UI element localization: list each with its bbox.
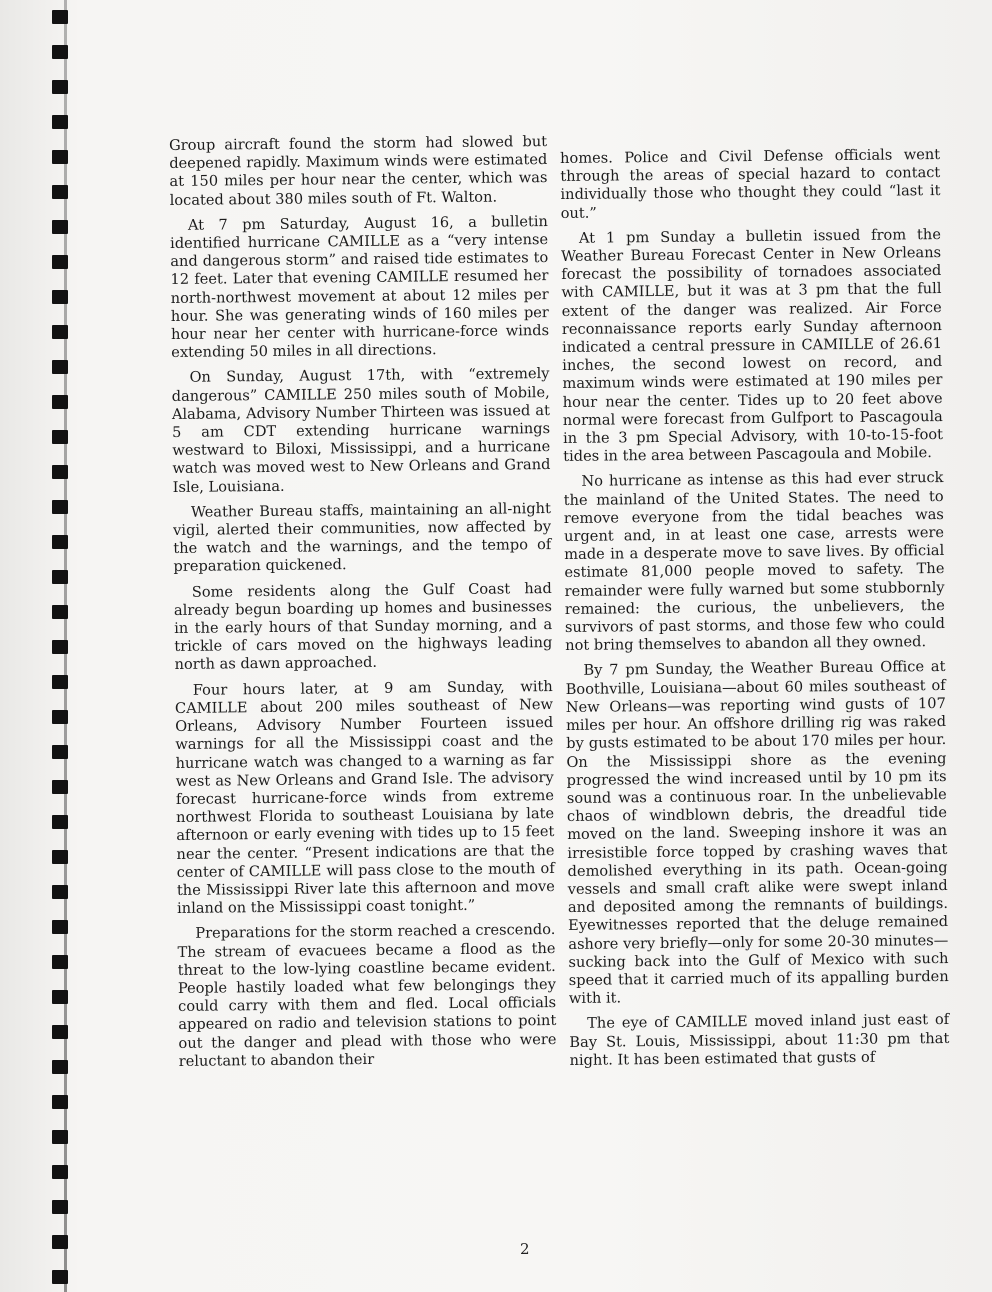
- binding-hole: [52, 920, 68, 934]
- binding-hole: [52, 430, 68, 444]
- binding-hole: [52, 710, 68, 724]
- binding-hole: [52, 1235, 68, 1249]
- binding-hole: [52, 220, 68, 234]
- binding-hole: [52, 1025, 68, 1039]
- binding-hole: [52, 325, 68, 339]
- paragraph: No hurricane as intense as this had ever struck the mainland of the United States. The need to remove everyone from the tidal beaches was urgent and, in at least one case, arrests were made in a desperate move to save lives. By official estimate 81,000 people moved to safety. The remainder were fully warned but some stubbornly remained: the curious, the unbelievers, the survivors of past storms, and those few who could not bring themselves to abandon all they owned.: [563, 469, 946, 655]
- paragraph: homes. Police and Civil Defense officials went through the areas of special hazard to contact individually those who thought they could “last it out.”: [560, 146, 941, 222]
- binding-hole: [52, 535, 68, 549]
- binding-hole: [52, 395, 68, 409]
- binding-hole: [52, 1165, 68, 1179]
- binding-hole: [52, 360, 68, 374]
- binding-hole: [52, 465, 68, 479]
- binding-hole: [52, 745, 68, 759]
- binding-hole: [52, 1095, 68, 1109]
- paragraph: Some residents along the Gulf Coast had already begun boarding up homes and businesses in the early hours of that Sunday morning, and a trickle of cars moved on the highways leading north as dawn approached.: [173, 579, 553, 674]
- paragraph: By 7 pm Sunday, the Weather Bureau Office at Boothville, Louisiana—about 60 miles southeast of New Orleans—was reporting wind gusts of 107 miles per hour. An offshore drilling rig was raked by gusts estimated to be about 170 miles per hour. On the Mississippi shore as the evening progressed the wind increased until by 10 pm its sound was a continuous roar. In the unbelievable chaos of windblown debris, the dreadful tide moved on the land. Sweeping inshore it was an irresistible force topped by crashing waves that demolished everything in its path. Ocean-going vessels and small craft alike were swept inland and deposited among the remnants of buildings. Eyewitnesses reported that the deluge remained ashore very briefly—only for some 20-30 minutes—sucking back into the Gulf of Mexico with such speed that it carried much of its appalling burden with it.: [565, 658, 949, 1008]
- binding-hole: [52, 1130, 68, 1144]
- page-number: 2: [520, 1240, 530, 1258]
- binding-hole: [52, 675, 68, 689]
- binding-hole: [52, 500, 68, 514]
- binding-hole: [52, 1060, 68, 1074]
- binding-hole: [52, 45, 68, 59]
- paragraph: Preparations for the storm reached a crescendo. The stream of evacuees became a flood as the threat to the low-lying coastline became evident. People hastily loaded what few belongings they could carry with them and fled. Local officials appeared on radio and television stations to point out the danger and plead with those who were reluctant to abandon their: [177, 921, 557, 1070]
- right-column: [560, 146, 950, 1077]
- binding-hole: [52, 780, 68, 794]
- binding-hole: [52, 150, 68, 164]
- binding-hole: [52, 115, 68, 129]
- paragraph: The eye of CAMILLE moved inland just east of Bay St. Louis, Mississippi, about 11:30 pm that night. It has been estimated that gusts of: [569, 1011, 950, 1069]
- binding-hole: [52, 80, 68, 94]
- binding-hole: [52, 255, 68, 269]
- binding-hole: [52, 640, 68, 654]
- binding-hole: [52, 605, 68, 619]
- paragraph: Group aircraft found the storm had slowed but deepened rapidly. Maximum winds were estimated at 150 miles per hour near the center, which was located about 380 miles south of Ft. Walton.: [169, 133, 548, 209]
- paragraph: Weather Bureau staffs, maintaining an all-night vigil, alerted their communities, now affected by the watch and the warnings, and the tempo of preparation quickened.: [173, 499, 552, 576]
- spiral-binding: [0, 0, 80, 1292]
- binding-hole: [52, 1200, 68, 1214]
- paragraph: At 1 pm Sunday a bulletin issued from the Weather Bureau Forecast Center in New Orleans forecast the possibility of tornadoes associated with CAMILLE, but it was at 3 pm that the full extent of the danger was realized. Air Force reconnaissance reports early Sunday afternoon indicated a central pressure in CAMILLE of 26.61 inches, the second lowest on record, and maximum winds were estimated at 190 miles per hour near the center. Tides up to 20 feet above normal were forecast from Gulfport to Pascagoula in the 3 pm Special Advisory, with 10-to-15-foot tides in the area between Pascagoula and Mobile.: [561, 225, 944, 466]
- binding-hole: [52, 10, 68, 24]
- binding-hole: [52, 990, 68, 1004]
- paragraph: Four hours later, at 9 am Sunday, with CAMILLE about 200 miles southeast of New Orleans, Advisory Number Fourteen issued warnings for all the Mississippi coast and the hurricane watch was changed to a warning as far west as New Orleans and Grand Isle. The advisory forecast hurricane-force winds from extreme northwest Florida to southeast Louisiana by late afternoon or early evening with tides up to 15 feet near the center. “Present indications are that the center of CAMILLE will pass close to the mouth of the Mississippi River late this afternoon and move inland on the Mississippi coast tonight.”: [174, 677, 555, 918]
- binding-hole: [52, 850, 68, 864]
- paragraph: At 7 pm Saturday, August 16, a bulletin identified hurricane CAMILLE as a “very intense and dangerous storm” and raised tide estimates to 12 feet. Later that evening CAMILLE resumed her north-northwest movement at about 12 miles per hour. She was generating winds of 160 miles per hour near her center with hurricane-force winds extending 50 miles in all directions.: [170, 212, 550, 362]
- binding-hole: [52, 1270, 68, 1284]
- left-column: [169, 133, 557, 1078]
- binding-hole: [52, 570, 68, 584]
- binding-hole: [52, 815, 68, 829]
- binding-hole: [52, 290, 68, 304]
- binding-hole: [52, 185, 68, 199]
- paragraph: On Sunday, August 17th, with “extremely dangerous” CAMILLE 250 miles south of Mobile, Alabama, Advisory Number Thirteen was issued at 5 am CDT extending hurricane warnings westward to Biloxi, Mississippi, and a hurricane watch was moved west to New Orleans and Grand Isle, Louisiana.: [171, 365, 551, 496]
- binding-hole: [52, 885, 68, 899]
- binding-hole: [52, 955, 68, 969]
